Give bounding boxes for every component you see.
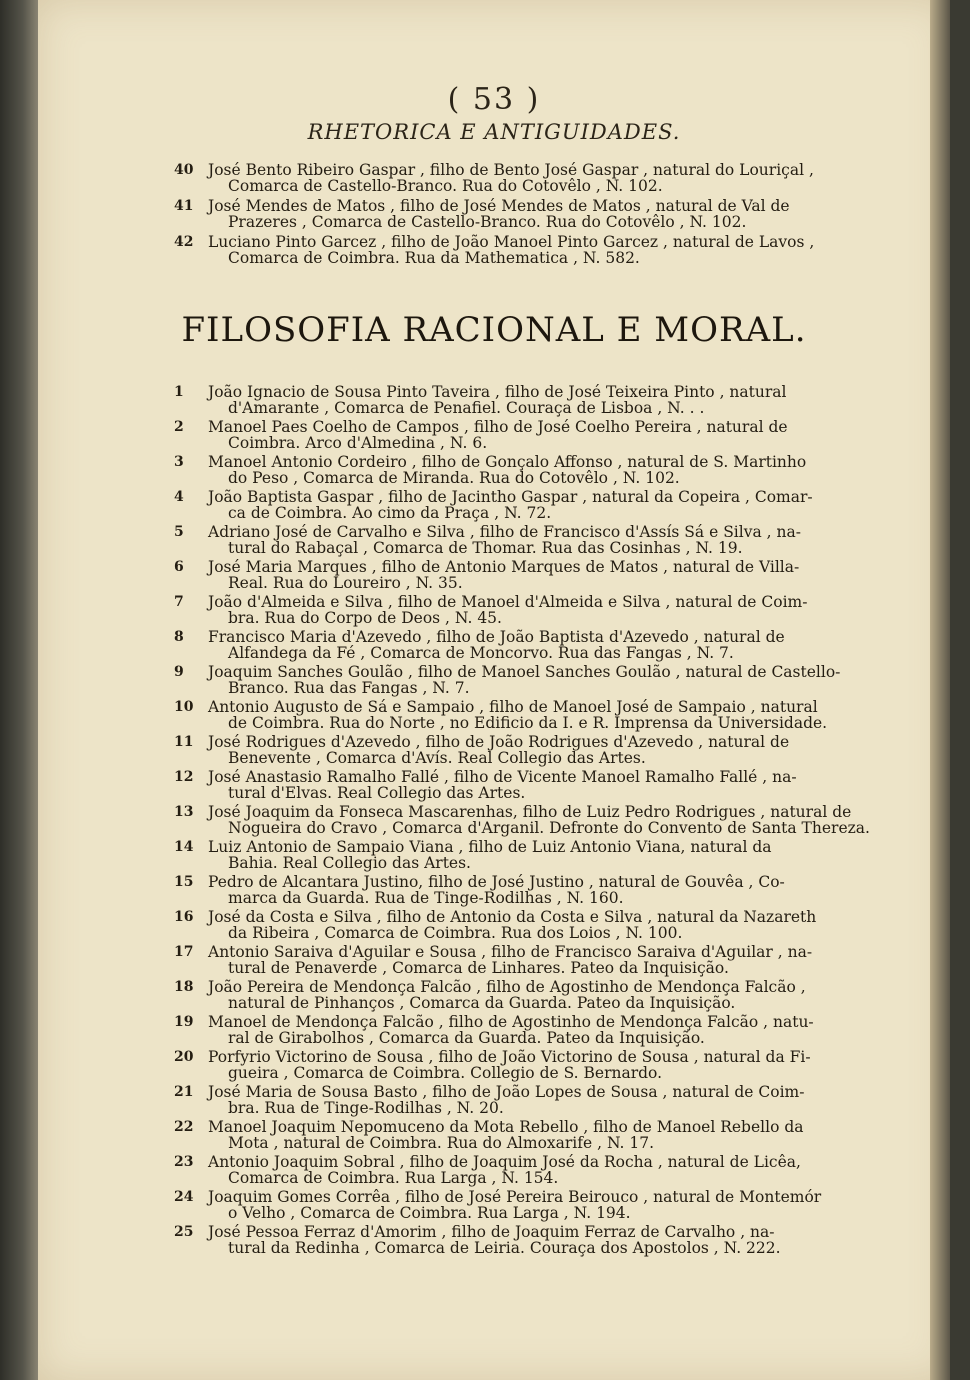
running-head: RHETORICA E ANTIGUIDADES. xyxy=(307,120,681,144)
section-title: FILOSOFIA RACIONAL E MORAL. xyxy=(181,310,807,350)
entry-line-2: bra. Rua do Corpo de Deos , N. 45. xyxy=(228,609,502,627)
book-gutter xyxy=(0,0,38,1380)
entry-line-2: tural d'Elvas. Real Collegio das Artes. xyxy=(228,784,526,802)
entry-number: 6 xyxy=(174,559,184,575)
entry-line-2: Branco. Rua das Fangas , N. 7. xyxy=(228,679,470,697)
entry-line-2: tural de Penaverde , Comarca de Linhares. Pateo da Inquisição. xyxy=(228,959,729,977)
entry-line-1: José Pessoa Ferraz d'Amorim , filho de Joaquim Ferraz de Carvalho , na- xyxy=(208,1223,775,1241)
entry-number: 2 xyxy=(174,419,184,435)
entry-line-1: Antonio Augusto de Sá e Sampaio , filho de Manoel José de Sampaio , natural xyxy=(208,698,818,716)
list-item xyxy=(38,909,950,944)
list-item xyxy=(38,979,950,1014)
entry-line-1: José Maria Marques , filho de Antonio Marques de Matos , natural de Villa- xyxy=(208,558,800,576)
list-item xyxy=(38,1049,950,1084)
entry-line-2: Alfandega da Fé , Comarca de Moncorvo. Rua das Fangas , N. 7. xyxy=(228,644,734,662)
entry-number: 24 xyxy=(174,1189,194,1205)
entry-number: 7 xyxy=(174,594,184,610)
entry-line-1: José da Costa e Silva , filho de Antonio da Costa e Silva , natural da Nazareth xyxy=(208,908,817,926)
book-page xyxy=(38,0,950,1380)
entry-number: 17 xyxy=(174,944,194,960)
list-item xyxy=(38,559,950,594)
list-item xyxy=(38,594,950,629)
list-item xyxy=(38,769,950,804)
entry-line-1: José Rodrigues d'Azevedo , filho de João Rodrigues d'Azevedo , natural de xyxy=(208,733,790,751)
entry-line-1: João Ignacio de Sousa Pinto Taveira , filho de José Teixeira Pinto , natural xyxy=(208,383,787,401)
entry-line-2: Nogueira do Cravo , Comarca d'Arganil. Defronte do Convento de Santa Thereza. xyxy=(228,819,870,837)
entry-line-2: tural do Rabaçal , Comarca de Thomar. Rua das Cosinhas , N. 19. xyxy=(228,539,743,557)
entry-line-2: Bahia. Real Collegio das Artes. xyxy=(228,854,471,872)
entry-number: 1 xyxy=(174,384,184,400)
entry-number: 22 xyxy=(174,1119,194,1135)
entry-number: 4 xyxy=(174,489,184,505)
entry-line-2: de Coimbra. Rua do Norte , no Edificio da I. e R. Imprensa da Universidade. xyxy=(228,714,828,732)
entry-number: 14 xyxy=(174,839,194,855)
entry-number: 8 xyxy=(174,629,184,645)
entry-line-2: ral de Girabolhos , Comarca da Guarda. Pateo da Inquisição. xyxy=(228,1029,705,1047)
entries-list xyxy=(38,384,950,1259)
list-item xyxy=(38,198,950,234)
entry-line-1: Luciano Pinto Garcez , filho de João Manoel Pinto Garcez , natural de Lavos , xyxy=(208,233,815,251)
list-item xyxy=(38,804,950,839)
entry-line-1: Manoel Paes Coelho de Campos , filho de José Coelho Pereira , natural de xyxy=(208,418,788,436)
list-item xyxy=(38,524,950,559)
entry-number: 10 xyxy=(174,699,194,715)
list-item xyxy=(38,419,950,454)
entry-number: 12 xyxy=(174,769,194,785)
entry-line-1: Luiz Antonio de Sampaio Viana , filho de Luiz Antonio Viana, natural da xyxy=(208,838,772,856)
entry-number: 25 xyxy=(174,1224,194,1240)
list-item xyxy=(38,1119,950,1154)
page-number: ( 53 ) xyxy=(447,82,541,117)
entry-line-1: Antonio Saraiva d'Aguilar e Sousa , filho de Francisco Saraiva d'Aguilar , na- xyxy=(208,943,813,961)
entry-line-2: o Velho , Comarca de Coimbra. Rua Larga , N. 194. xyxy=(228,1204,631,1222)
entry-line-1: João Pereira de Mendonça Falcão , filho de Agostinho de Mendonça Falcão , xyxy=(208,978,806,996)
entry-number: 3 xyxy=(174,454,184,470)
list-item xyxy=(38,1084,950,1119)
list-item xyxy=(38,664,950,699)
entry-number: 18 xyxy=(174,979,194,995)
list-item xyxy=(38,734,950,769)
list-item xyxy=(38,1224,950,1259)
entry-line-2: Benevente , Comarca d'Avís. Real Collegio das Artes. xyxy=(228,749,646,767)
entry-line-2: Prazeres , Comarca de Castello-Branco. Rua do Cotovêlo , N. 102. xyxy=(228,213,747,231)
entry-line-1: Francisco Maria d'Azevedo , filho de João Baptista d'Azevedo , natural de xyxy=(208,628,785,646)
entry-line-2: Comarca de Coimbra. Rua da Mathematica , N. 582. xyxy=(228,249,640,267)
entry-number: 5 xyxy=(174,524,184,540)
entry-line-2: marca da Guarda. Rua de Tinge-Rodilhas , N. 160. xyxy=(228,889,624,907)
entry-number: 9 xyxy=(174,664,184,680)
top-entries-list xyxy=(38,162,950,270)
entry-line-2: d'Amarante , Comarca de Penafiel. Couraça de Lisboa , N. . . xyxy=(228,399,705,417)
list-item xyxy=(38,384,950,419)
entry-number: 42 xyxy=(174,234,194,250)
entry-line-2: Mota , natural de Coimbra. Rua do Almoxarife , N. 17. xyxy=(228,1134,655,1152)
list-item xyxy=(38,1189,950,1224)
entry-number: 13 xyxy=(174,804,194,820)
entry-line-1: Antonio Joaquim Sobral , filho de Joaquim José da Rocha , natural de Licêa, xyxy=(208,1153,801,1171)
list-item xyxy=(38,874,950,909)
entry-line-1: José Maria de Sousa Basto , filho de João Lopes de Sousa , natural de Coim- xyxy=(208,1083,805,1101)
list-item xyxy=(38,1154,950,1189)
list-item xyxy=(38,454,950,489)
entry-number: 11 xyxy=(174,734,194,750)
entry-line-1: José Bento Ribeiro Gaspar , filho de Bento José Gaspar , natural do Louriçal , xyxy=(208,161,814,179)
entry-number: 20 xyxy=(174,1049,194,1065)
entry-number: 16 xyxy=(174,909,194,925)
entry-line-1: Pedro de Alcantara Justino, filho de José Justino , natural de Gouvêa , Co- xyxy=(208,873,785,891)
entry-line-1: Adriano José de Carvalho e Silva , filho de Francisco d'Assís Sá e Silva , na- xyxy=(208,523,801,541)
entry-line-2: Comarca de Castello-Branco. Rua do Cotovêlo , N. 102. xyxy=(228,177,663,195)
entry-line-2: ca de Coimbra. Ao cimo da Praça , N. 72. xyxy=(228,504,552,522)
entry-line-1: Manoel Antonio Cordeiro , filho de Gonçalo Affonso , natural de S. Martinho xyxy=(208,453,807,471)
entry-line-2: Coimbra. Arco d'Almedina , N. 6. xyxy=(228,434,488,452)
entry-number: 19 xyxy=(174,1014,194,1030)
entry-line-1: José Anastasio Ramalho Fallé , filho de Vicente Manoel Ramalho Fallé , na- xyxy=(208,768,797,786)
list-item xyxy=(38,699,950,734)
entry-line-1: João d'Almeida e Silva , filho de Manoel d'Almeida e Silva , natural de Coim- xyxy=(208,593,808,611)
list-item xyxy=(38,1014,950,1049)
list-item xyxy=(38,489,950,524)
entry-line-2: do Peso , Comarca de Miranda. Rua do Cotovêlo , N. 102. xyxy=(228,469,680,487)
entry-line-2: da Ribeira , Comarca de Coimbra. Rua dos Loios , N. 100. xyxy=(228,924,683,942)
entry-line-2: natural de Pinhanços , Comarca da Guarda. Pateo da Inquisição. xyxy=(228,994,736,1012)
list-item xyxy=(38,162,950,198)
entry-line-2: bra. Rua de Tinge-Rodilhas , N. 20. xyxy=(228,1099,504,1117)
entry-line-1: João Baptista Gaspar , filho de Jacintho Gaspar , natural da Copeira , Comar- xyxy=(208,488,813,506)
entry-number: 15 xyxy=(174,874,194,890)
entry-line-2: Real. Rua do Loureiro , N. 35. xyxy=(228,574,463,592)
list-item xyxy=(38,944,950,979)
entry-line-1: Manoel Joaquim Nepomuceno da Mota Rebello , filho de Manoel Rebello da xyxy=(208,1118,804,1136)
entry-line-1: José Joaquim da Fonseca Mascarenhas, filho de Luiz Pedro Rodrigues , natural de xyxy=(208,803,852,821)
list-item xyxy=(38,629,950,664)
list-item xyxy=(38,234,950,270)
entry-number: 23 xyxy=(174,1154,194,1170)
entry-line-1: Joaquim Sanches Goulão , filho de Manoel Sanches Goulão , natural de Castello- xyxy=(208,663,841,681)
list-item xyxy=(38,839,950,874)
entry-number: 21 xyxy=(174,1084,194,1100)
entry-number: 41 xyxy=(174,198,194,214)
entry-line-1: Joaquim Gomes Corrêa , filho de José Pereira Beirouco , natural de Montemór xyxy=(208,1188,822,1206)
entry-line-1: Porfyrio Victorino de Sousa , filho de João Victorino de Sousa , natural da Fi- xyxy=(208,1048,811,1066)
entry-number: 40 xyxy=(174,162,194,178)
entry-line-2: Comarca de Coimbra. Rua Larga , N. 154. xyxy=(228,1169,559,1187)
entry-line-1: Manoel de Mendonça Falcão , filho de Agostinho de Mendonça Falcão , natu- xyxy=(208,1013,814,1031)
entry-line-1: José Mendes de Matos , filho de José Mendes de Matos , natural de Val de xyxy=(208,197,790,215)
entry-line-2: gueira , Comarca de Coimbra. Collegio de S. Bernardo. xyxy=(228,1064,663,1082)
entry-line-2: tural da Redinha , Comarca de Leiria. Couraça dos Apostolos , N. 222. xyxy=(228,1239,781,1257)
